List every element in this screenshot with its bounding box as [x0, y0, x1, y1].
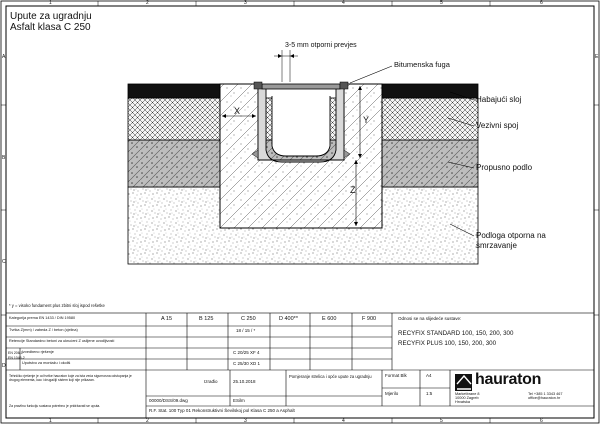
label-binder-course: Vezivni spoj	[476, 121, 519, 130]
label-wearing-course: Habajući sloj	[476, 95, 522, 104]
row-label-instructions: Uputstvo za montažu i okoliš	[22, 361, 71, 365]
legal-text: Tehničko rješenje je od tvrtke hauraton koje za ista veća sigurnosna odstupanja je drugog elementa, kao i drugačiji sistem koji nije prikazan.	[9, 374, 132, 383]
frame-row-a: A	[2, 54, 6, 60]
side-code-2: EN 1045-2	[8, 356, 25, 360]
class-b125: B 125	[199, 316, 214, 322]
frame-col-5: 5	[440, 0, 443, 6]
label-dim-y: Y	[363, 115, 370, 125]
label-bitumen-joint: Bitumenska fuga	[394, 60, 450, 69]
drawing-number: 00000/DSS/09.dwg	[149, 398, 188, 403]
class-c250: C 250	[241, 316, 256, 322]
address-line-2: 10000 Zagreb	[455, 396, 479, 400]
wearing-course-right	[382, 84, 478, 98]
frame-col-2: 2	[146, 0, 149, 6]
class-f900: F 900	[362, 316, 377, 322]
format-label: Format Blk	[385, 373, 407, 378]
company-name: hauraton	[475, 371, 542, 388]
frame-col-3: 3	[244, 0, 247, 6]
row-label-execution: Izvedbeno rješenje	[22, 350, 54, 354]
grate	[262, 84, 340, 89]
format-value: A4	[426, 373, 432, 378]
frame-row-d: D	[2, 363, 6, 369]
drainage-channel-inner	[272, 96, 330, 156]
scale-label: Mjerilo	[385, 391, 399, 396]
frame-row-c: C	[2, 259, 6, 265]
title-block-grid	[6, 313, 594, 418]
scale-value: 1:5	[426, 391, 433, 396]
wearing-course-left	[128, 84, 220, 98]
system-label: Odnosi se na slijedeće sustave:	[398, 316, 462, 321]
frame-col-bottom-5: 5	[440, 418, 443, 424]
row-label-thickness: Tvrtka Z(mm) / zabeda Z / beton (cjelina)	[9, 328, 78, 332]
label-dim-z: Z	[350, 185, 356, 195]
frame-col-bottom-4: 4	[342, 418, 345, 424]
sheet-code: ESilm	[233, 398, 245, 403]
value-concrete-2: C 25/30 XD 1	[233, 361, 261, 366]
address-line-1: Marketbrane 8	[455, 392, 480, 396]
drawing-title	[10, 12, 92, 33]
system-line-1: RECYFIX STANDARD 100, 150, 200, 300	[398, 330, 514, 337]
frame-col-4: 4	[342, 0, 345, 6]
row-label-category: Kategorija prema EN 1433 / DIN 19580	[9, 316, 76, 320]
frame-row-b: B	[2, 155, 6, 161]
label-resistant-layer: 3-5 mm otporni prevjes	[285, 42, 357, 49]
drawn-label: Izrađio	[204, 379, 218, 384]
frame-col-1: 1	[49, 0, 52, 6]
frame-col-bottom-6: 6	[540, 418, 543, 424]
value-thickness-c250: 18 / 15 / *	[236, 328, 256, 333]
drawing-description: R.F. Stat. 100 Typ 01 Rekonstruktivni Ševilskoj pol Klasa C 250 a Asphalt	[149, 408, 295, 413]
edge-profile-right	[340, 82, 348, 89]
label-dim-x: X	[234, 106, 241, 116]
address-line-3: Hrvatska	[455, 400, 470, 404]
drawing-title-line2: Asfalt klasa C 250	[10, 21, 91, 33]
class-d400: D 400**	[279, 316, 298, 322]
frame-col-6: 6	[540, 0, 543, 6]
side-code-1: EN 206-1	[8, 351, 23, 355]
approval-text: Pomjeranje strelica i opće upute za ugradnju	[289, 374, 372, 379]
system-line-2: RECYFIX PLUS 100, 150, 200, 300	[398, 340, 497, 347]
frame-row-e: E	[595, 54, 599, 60]
cross-section	[128, 50, 478, 264]
label-frost-base-1: Podloga otporna na	[476, 231, 546, 240]
drawing-title-line1: Upute za ugradnju	[10, 11, 92, 22]
legal-text-2: Za pravilnu funkciju sustava potrebno je pridržavati se uputa.	[9, 404, 101, 408]
row-label-retention: Retencije Standardno betoni za ukrućeni Z uslijene uvodljivosti	[9, 339, 115, 343]
footnote: * y = visoko fundament plus zbitni sloj ispod rešetke	[9, 303, 105, 308]
class-e600: E 600	[322, 316, 337, 322]
frame-col-bottom-2: 2	[146, 418, 149, 424]
frame-col-bottom-1: 1	[49, 418, 52, 424]
class-a15: A 15	[161, 316, 173, 322]
label-permeable-base: Propusno podlo	[476, 163, 533, 172]
email: office@hauraton.hr	[528, 396, 561, 400]
value-concrete-1: C 20/25 XF 4	[233, 350, 260, 355]
hauraton-logo	[455, 374, 472, 391]
drawn-date: 25.10.2018	[233, 379, 256, 384]
edge-profile-left	[254, 82, 262, 89]
phone: Tel +385 1 3343 467	[528, 392, 563, 396]
frame-col-bottom-3: 3	[244, 418, 247, 424]
label-frost-base-2: smrzavanje	[476, 241, 517, 250]
